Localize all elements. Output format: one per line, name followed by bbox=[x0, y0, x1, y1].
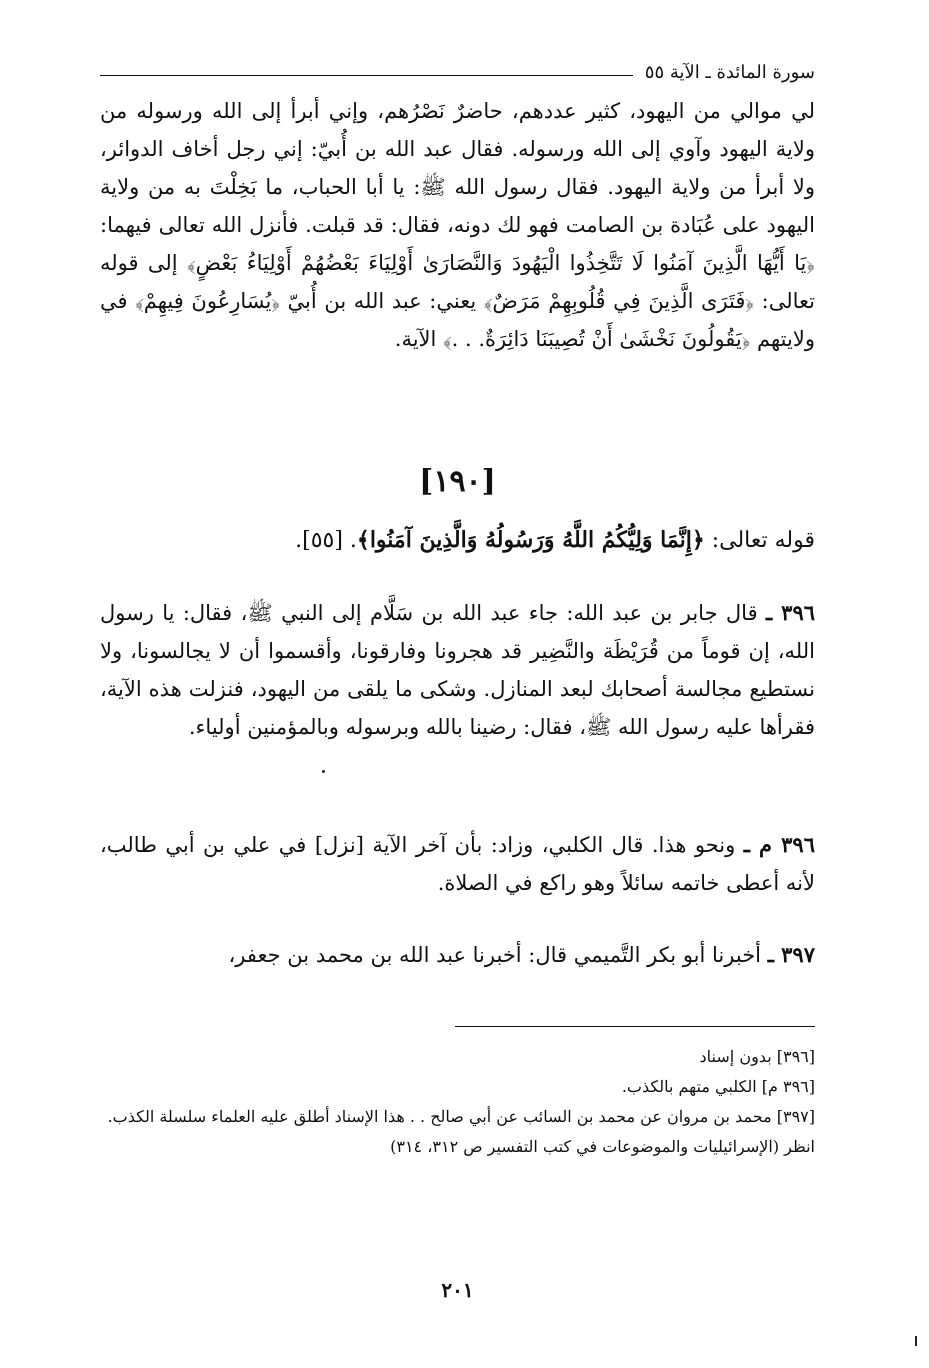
hadith-number: ٣٩٧ ـ bbox=[767, 942, 815, 967]
hadith-text: ونحو هذا. قال الكلبي، وزاد: بأن آخر الآية [نزل] في علي بن أبي طالب، لأنه أعطى خاتمه سائلاً وهو راكع في الصلاة. bbox=[100, 833, 815, 895]
header-rule bbox=[100, 75, 633, 76]
hadith-396m bbox=[100, 826, 815, 902]
section-number: [١٩٠] bbox=[419, 464, 496, 499]
verse-text: ﴿إِنَّمَا وَلِيُّكُمُ اللَّهُ وَرَسُولُهُ وَالَّذِينَ آمَنُوا﴾ bbox=[356, 527, 705, 553]
running-title: سورة المائدة ـ الآية ٥٥ bbox=[644, 61, 815, 83]
margin-mark bbox=[915, 1336, 917, 1346]
hadith-number: ٣٩٦ ـ bbox=[766, 600, 816, 625]
verse-reference: . [٥٥]. bbox=[295, 528, 357, 553]
running-header bbox=[100, 52, 815, 92]
footnote-397: [٣٩٧] محمد بن مروان عن محمد بن السائب عن أبي صالح . . هذا الإسناد أطلق عليه العلماء سلسلة الكذب. bbox=[107, 1107, 815, 1126]
footnote-396m: [٣٩٦ م] الكلبي متهم بالكذب. bbox=[621, 1077, 815, 1096]
section-verse-line bbox=[100, 520, 815, 561]
verse-intro: قوله تعالى: bbox=[704, 528, 815, 553]
page-number: ٢٠١ bbox=[441, 1278, 474, 1302]
hadith-397 bbox=[100, 936, 815, 974]
footnotes bbox=[100, 1042, 815, 1162]
footnote-reference: انظر (الإسرائيليات والموضوعات في كتب التفسير ص ٣١٢، ٣١٤) bbox=[390, 1137, 815, 1156]
footnote-396: [٣٩٦] بدون إسناد bbox=[699, 1047, 815, 1066]
hadith-number: ٣٩٦ م ـ bbox=[743, 832, 815, 857]
footnote-rule bbox=[455, 1026, 815, 1027]
stray-dot bbox=[322, 770, 325, 773]
hadith-text: قال جابر بن عبد الله: جاء عبد الله بن سَلَّام إلى النبي ﷺ، فقال: يا رسول الله، إن قوماً من قُرَيْظَة والنَّضِير قد هجرونا وفارقونا، وأقسموا أن لا يجالسونا، ولا نستطيع مجالسة أصحابك لبعد المنازل. وشكى ما يلقى من اليهود، فنزلت هذه الآية، فقرأها عليه رسول الله ﷺ، فقال: رضينا بالله وبرسوله وبالمؤمنين أولياء. bbox=[100, 601, 815, 739]
paragraph-continuation: لي موالي من اليهود، كثير عددهم، حاضرٌ نَصْرُهم، وإني أبرأ إلى الله ورسوله من ولاية اليهود وآوي إلى الله ورسوله. فقال عبد الله بن أُبيّ: إني رجل أخاف الدوائر، ولا أبرأ من ولاية اليهود. فقال رسول الله ﷺ: يا أبا الحباب، ما بَخِلْتَ به من ولاية اليهود على عُبَادة بن الصامت فهو لك دونه، فقال: قد قبلت. فأنزل الله تعالى فيهما: ﴿يَا أَيُّهَا الَّذِينَ آمَنُوا لَا تَتَّخِذُوا الْيَهُودَ وَالنَّصَارَىٰ أَوْلِيَاءَ بَعْضُهُمْ أَوْلِيَاءُ بَعْضٍ﴾ إلى قوله تعالى: ﴿فَتَرَى الَّذِينَ فِي قُلُوبِهِمْ مَرَضٌ﴾ يعني: عبد الله بن أُبيّ ﴿يُسَارِعُونَ فِيهِمْ﴾ في ولايتهم ﴿يَقُولُونَ نَخْشَىٰ أَنْ تُصِيبَنَا دَائِرَةٌ. . .﴾ الآية. bbox=[100, 99, 815, 351]
hadith-text: أخبرنا أبو بكر التَّميمي قال: أخبرنا عبد الله بن محمد بن جعفر، bbox=[228, 943, 768, 967]
hadith-396 bbox=[100, 594, 815, 746]
